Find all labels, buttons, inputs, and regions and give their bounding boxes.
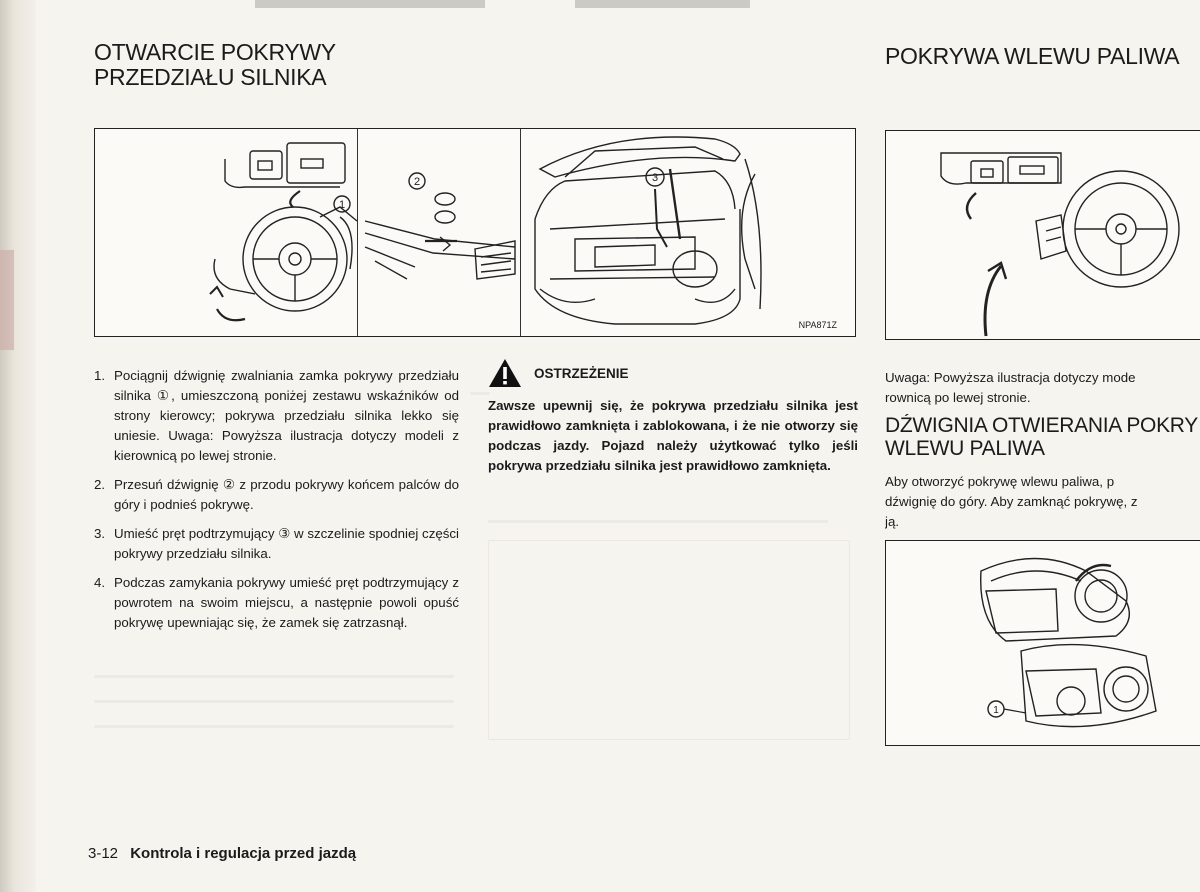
scan-edge-shadow bbox=[575, 0, 750, 8]
step-number: 2. bbox=[94, 477, 106, 492]
callout-3: 3 bbox=[651, 172, 659, 184]
warning-title: OSTRZEŻENIE bbox=[534, 365, 629, 381]
bleed-through bbox=[94, 725, 454, 728]
procedure-steps bbox=[94, 366, 459, 642]
page-title: OTWARCIE POKRYWY PRZEDZIAŁU SILNIKA bbox=[94, 39, 336, 90]
step-text: Podczas zamykania pokrywy umieść pręt podtrzymujący z powrotem na swoim miejscu, a następnie powoli opuść pokrywę upewniając się, że zamek się zatrzasnął. bbox=[114, 575, 459, 630]
warning-box bbox=[488, 358, 858, 476]
step-number: 4. bbox=[94, 575, 106, 590]
warning-triangle-icon bbox=[488, 358, 522, 388]
page-number: 3-12 bbox=[88, 845, 119, 862]
book-binding bbox=[0, 0, 36, 892]
warning-header bbox=[488, 358, 858, 388]
hood-opening-illustration bbox=[94, 128, 856, 337]
step-item bbox=[94, 524, 459, 564]
binding-mark bbox=[0, 250, 14, 350]
subheading-fuel-lid-lever: DŹWIGNIA OTWIERANIA POKRY WLEWU PALIWA bbox=[885, 414, 1198, 460]
fuel-lid-instructions: Aby otworzyć pokrywę wlewu paliwa, p dźwignię do góry. Aby zamknąć pokrywę, z ją. bbox=[885, 474, 1138, 529]
bleed-through-figure bbox=[488, 540, 850, 740]
section-title-fuel-lid: POKRYWA WLEWU PALIWA bbox=[885, 43, 1180, 69]
step-number: 3. bbox=[94, 526, 106, 541]
bleed-through bbox=[488, 520, 828, 523]
fuel-cap-illustration bbox=[885, 540, 1200, 746]
step-text: Umieść pręt podtrzymujący ③ w szczelinie spodniej części pokrywy przedziału silnika. bbox=[114, 526, 459, 561]
callout-2: 2 bbox=[413, 176, 421, 188]
illustration-drawing bbox=[95, 129, 856, 337]
page-footer bbox=[88, 845, 356, 862]
illustration-note: Uwaga: Powyższa ilustracja dotyczy mode rownicą po lewej stronie. bbox=[885, 370, 1136, 405]
bleed-through bbox=[94, 700, 454, 703]
warning-text: Zawsze upewnij się, że pokrywa przedziału silnika jest prawidłowo zamknięta i zablokowana, i że nie otworzy się podczas jazdy. Pojazd należy użytkować tylko jeśli pokrywa przedziału silnika jest prawidłowo zamknięta. bbox=[488, 398, 858, 473]
step-item bbox=[94, 573, 459, 633]
step-item bbox=[94, 366, 459, 466]
callout-1: 1 bbox=[338, 199, 346, 211]
step-item bbox=[94, 475, 459, 515]
fuel-lid-lever-illustration bbox=[885, 130, 1200, 340]
illustration-drawing bbox=[886, 541, 1200, 746]
step-number: 1. bbox=[94, 368, 106, 383]
cap-callout-1: 1 bbox=[993, 705, 999, 716]
step-text: Pociągnij dźwignię zwalniania zamka pokrywy przedziału silnika ①, umieszczoną poniżej zestawu wskaźników od strony kierowcy; pokrywa przedziału silnika lekko się uniesie. Uwaga: Powyższa ilustracja dotyczy modeli z kierownicą po lewej stronie. bbox=[114, 368, 459, 463]
scan-edge-shadow bbox=[255, 0, 485, 8]
bleed-through bbox=[94, 675, 454, 678]
figure-code: NPA871Z bbox=[798, 320, 837, 330]
section-name: Kontrola i regulacja przed jazdą bbox=[130, 845, 357, 862]
illustration-drawing bbox=[886, 131, 1200, 340]
bleed-through bbox=[470, 392, 490, 395]
step-text: Przesuń dźwignię ② z przodu pokrywy końcem palców do góry i podnieś pokrywę. bbox=[114, 477, 459, 512]
